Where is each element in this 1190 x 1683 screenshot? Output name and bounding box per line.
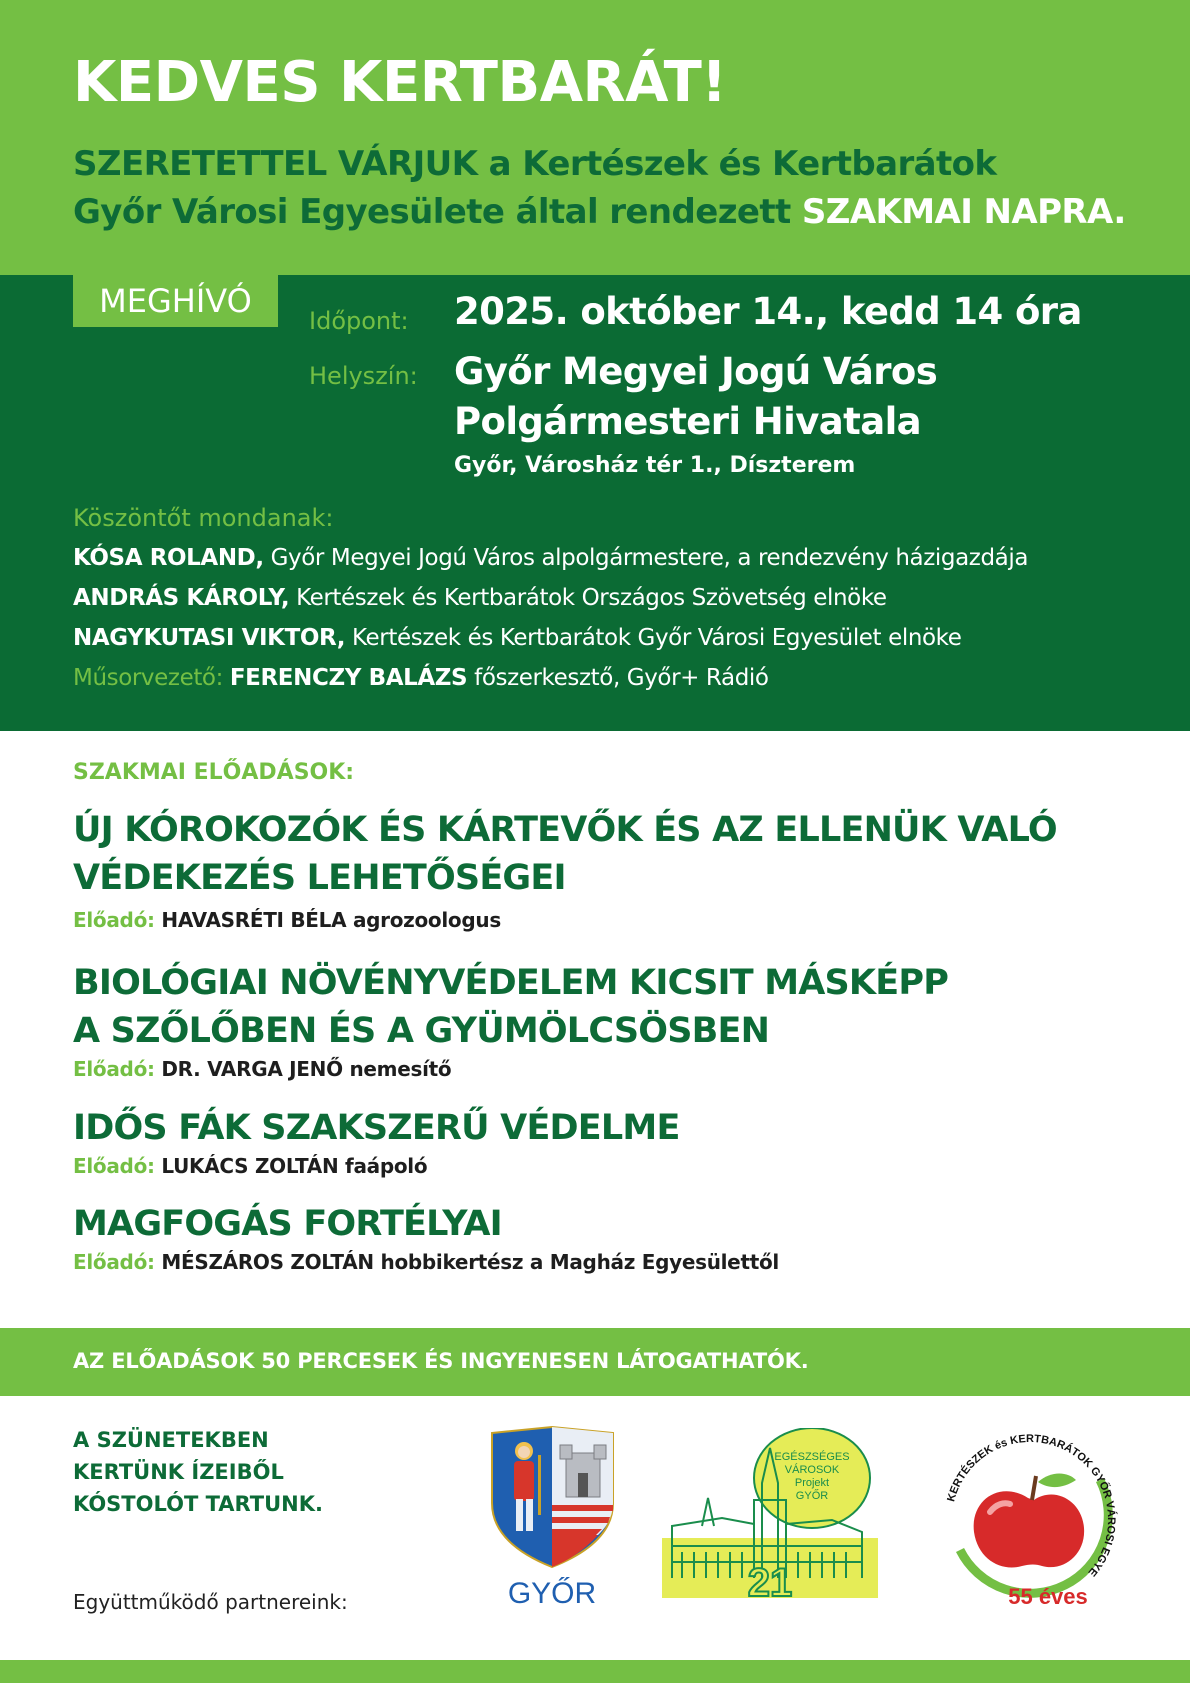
host-label: Műsorvezető: xyxy=(73,665,230,691)
town-hall-icon xyxy=(662,1428,882,1600)
lecture-1-line-2: VÉDEKEZÉS LEHETŐSÉGEI xyxy=(73,858,566,898)
free-entry-text: AZ ELŐADÁSOK 50 PERCESEK ÉS INGYENESEN LÁTOGATHATÓK. xyxy=(73,1349,809,1373)
speaker-name: MÉSZÁROS ZOLTÁN hobbikertész a Magház Egyesülettől xyxy=(161,1250,779,1274)
coat-of-arms-icon xyxy=(490,1425,615,1610)
greeting-heading: KEDVES KERTBARÁT! xyxy=(73,50,727,115)
tasting-line-1: A SZÜNETEKBEN xyxy=(73,1428,269,1452)
greeter-1 xyxy=(73,545,1028,571)
city-logo-number: 21 xyxy=(747,1561,793,1600)
invitation-section xyxy=(0,275,1190,731)
greeter-1-name: KÓSA ROLAND, xyxy=(73,545,264,571)
lecture-2-title xyxy=(73,959,1153,1055)
gyor-logo-text: GYŐR xyxy=(507,1577,597,1610)
greeter-2-name: ANDRÁS KÁROLY, xyxy=(73,585,290,611)
club-ring-text: KERTÉSZEK és KERTBARÁTOK GYŐR VÁROSI EGYE xyxy=(945,1432,1118,1579)
city-logo-line-4: GYŐR xyxy=(795,1490,829,1502)
speaker-name: HAVASRÉTI BÉLA agrozoologus xyxy=(161,908,501,932)
lecture-4-line-1: MAGFOGÁS FORTÉLYAI xyxy=(73,1204,502,1244)
venue-line-1: Győr Megyei Jogú Város xyxy=(454,350,938,393)
greeter-2 xyxy=(73,585,887,611)
intro-line-1: SZERETETTEL VÁRJUK a Kertészek és Kertbarátok xyxy=(73,144,997,184)
lecture-3-speaker xyxy=(73,1154,427,1178)
gardeners-club-logo xyxy=(930,1420,1130,1620)
lectures-title: SZAKMAI ELŐADÁSOK: xyxy=(73,760,355,785)
speaker-label: Előadó: xyxy=(73,1057,162,1081)
apple-icon xyxy=(930,1420,1130,1620)
lecture-2-speaker xyxy=(73,1057,451,1081)
intro-text xyxy=(73,140,1153,236)
speaker-name: DR. VARGA JENŐ nemesítő xyxy=(161,1057,452,1081)
lecture-1-line-1: ÚJ KÓROKOZÓK ÉS KÁRTEVŐK ÉS AZ ELLENÜK VALÓ xyxy=(73,810,1057,850)
greeter-2-role: Kertészek és Kertbarátok Országos Szövetség elnöke xyxy=(289,585,887,611)
lecture-4-title xyxy=(73,1200,1153,1248)
speaker-label: Előadó: xyxy=(73,1154,162,1178)
intro-line-2 xyxy=(73,188,1153,236)
host-role: főszerkesztő, Győr+ Rádió xyxy=(467,665,769,691)
bottom-bar xyxy=(0,1660,1190,1683)
gyor-city-logo xyxy=(490,1425,615,1610)
lecture-4-speaker xyxy=(73,1250,779,1274)
tasting-line-3: KÓSTOLÓT TARTUNK. xyxy=(73,1492,323,1516)
invitation-badge: MEGHÍVÓ xyxy=(73,275,278,327)
intro-line-2-text: Győr Városi Egyesülete által rendezett xyxy=(73,192,802,232)
greeter-3-role: Kertészek és Kertbarátok Győr Városi Egyesület elnöke xyxy=(345,625,962,651)
venue-name xyxy=(454,347,937,447)
tasting-line-2: KERTÜNK ÍZEIBŐL xyxy=(73,1460,284,1484)
healthy-cities-logo xyxy=(662,1428,882,1600)
club-years-text: 55 éves xyxy=(1008,1584,1088,1609)
greeters-title: Köszöntőt mondanak: xyxy=(73,504,334,532)
speaker-label: Előadó: xyxy=(73,1250,162,1274)
lecture-3-title xyxy=(73,1104,1153,1152)
partners-label: Együttműködő partnereink: xyxy=(73,1590,348,1614)
time-label: Időpont: xyxy=(309,307,409,335)
host-line xyxy=(73,665,769,691)
lecture-2-line-1: BIOLÓGIAI NÖVÉNYVÉDELEM KICSIT MÁSKÉPP xyxy=(73,963,949,1003)
speaker-name: LUKÁCS ZOLTÁN faápoló xyxy=(161,1154,428,1178)
lecture-3-line-1: IDŐS FÁK SZAKSZERŰ VÉDELME xyxy=(73,1108,680,1148)
greeter-1-role: Győr Megyei Jogú Város alpolgármestere, a rendezvény házigazdája xyxy=(263,545,1029,571)
host-name: FERENCZY BALÁZS xyxy=(229,665,468,691)
place-label: Helyszín: xyxy=(309,362,418,390)
tasting-note xyxy=(73,1424,323,1520)
venue-address: Győr, Városház tér 1., Díszterem xyxy=(454,453,856,478)
city-logo-line-1: EGÉSZSÉGES xyxy=(774,1451,850,1463)
venue-line-2: Polgármesteri Hivatala xyxy=(454,400,922,443)
greeter-3 xyxy=(73,625,962,651)
city-logo-line-2: VÁROSOK xyxy=(784,1464,840,1476)
intro-highlight: SZAKMAI NAPRA. xyxy=(801,192,1126,232)
greeter-3-name: NAGYKUTASI VIKTOR, xyxy=(73,625,346,651)
free-entry-band xyxy=(0,1328,1190,1396)
header-section xyxy=(0,0,1190,275)
speaker-label: Előadó: xyxy=(73,908,162,932)
city-logo-line-3: Projekt xyxy=(794,1477,830,1489)
event-date: 2025. október 14., kedd 14 óra xyxy=(454,290,1082,333)
lecture-1-speaker xyxy=(73,908,501,932)
lecture-1-title xyxy=(73,806,1153,902)
lecture-2-line-2: A SZŐLŐBEN ÉS A GYÜMÖLCSÖSBEN xyxy=(73,1011,770,1051)
